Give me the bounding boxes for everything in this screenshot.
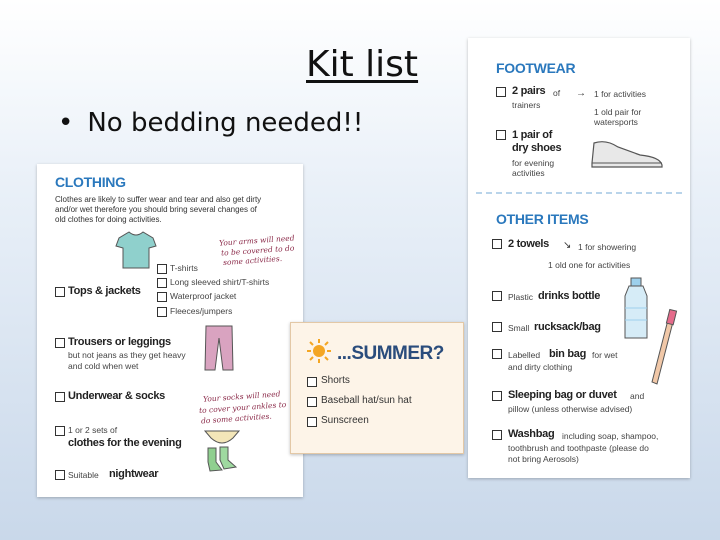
bin-bag-label: bin bag [549,348,587,360]
socks-note-3: do some activities. [200,411,273,426]
long-sleeved-checkbox[interactable] [157,278,167,288]
slide-title: Kit list [306,44,419,85]
trainers-checkbox[interactable] [496,87,506,97]
bin-bag-pre: Labelled [508,350,541,360]
socks-note-2: to cover your ankles to [198,399,287,416]
tops-label: Tops & jackets [68,285,141,297]
sleeping-bag-checkbox[interactable] [492,391,502,401]
trainers-opt2-1: 1 old pair for [594,107,642,117]
clothing-intro-1: Clothes are likely to suffer wear and tear and also get dirty [55,195,262,204]
toothbrush-icon [648,308,678,388]
socks-icon [205,446,239,474]
dry-shoes-label-1: 1 pair of [512,129,553,141]
nightwear-checkbox[interactable] [55,470,65,480]
towels-opt2: 1 old one for activities [548,260,631,270]
arms-note-3: some activities. [222,253,283,268]
towels-opt1: 1 for showering [578,242,637,252]
bin-bag-checkbox[interactable] [492,349,502,359]
arrow-icon: ↘ [563,240,572,251]
rucksack-pre: Small [508,323,530,333]
sun-icon [307,339,331,363]
washbag-sub-2: not bring Aerosols) [508,454,579,464]
underwear-icon [203,428,241,448]
clothing-card [37,164,303,497]
drinks-bottle-checkbox[interactable] [492,291,502,301]
nightwear-pre: Suitable [68,470,99,480]
dry-shoes-checkbox[interactable] [496,130,506,140]
long-sleeved-label: Long sleeved shirt/T-shirts [170,277,270,287]
evening-clothes-checkbox[interactable] [55,426,65,436]
hat-checkbox[interactable] [307,397,317,407]
dry-shoes-sub-2: activities [512,168,545,178]
arrow-icon: → [576,88,586,99]
tops-checkbox[interactable] [55,287,65,297]
bullet-text: No bedding needed!! [87,108,364,138]
socks-note-1: Your socks will need [202,389,281,404]
shorts-checkbox[interactable] [307,377,317,387]
trousers-sub-2: and cold when wet [68,361,139,371]
tshirt-icon [115,230,157,270]
other-heading: OTHER ITEMS [496,211,589,227]
drinks-bottle-label: drinks bottle [538,290,601,302]
rucksack-checkbox[interactable] [492,322,502,332]
nightwear-label: nightwear [109,468,159,480]
evening-pre: 1 or 2 sets of [68,425,118,435]
evening-label: clothes for the evening [68,437,182,449]
footwear-heading: FOOTWEAR [496,60,576,76]
towels-checkbox[interactable] [492,239,502,249]
sleeping-bag-post: and [630,391,645,401]
trousers-icon [203,324,235,372]
sleeping-bag-label: Sleeping bag or duvet [508,389,617,401]
tshirts-checkbox[interactable] [157,264,167,274]
arms-note-2: to be covered to do [220,243,295,258]
clothing-intro-3: old clothes for doing activities. [55,215,162,224]
fleeces-checkbox[interactable] [157,307,167,317]
trousers-sub-1: but not jeans as they get heavy [68,350,186,360]
underwear-label: Underwear & socks [68,390,165,402]
shoe-icon [588,135,666,171]
towels-label: 2 towels [508,238,550,250]
clothing-heading: CLOTHING [55,174,126,190]
fleeces-label: Fleeces/jumpers [170,306,233,316]
trousers-checkbox[interactable] [55,338,65,348]
dry-shoes-sub-1: for evening [512,158,555,168]
washbag-post: including soap, shampoo, [562,431,659,441]
trainers-opt1: 1 for activities [594,89,646,99]
trainers-label: 2 pairs [512,85,546,97]
sleeping-bag-sub: pillow (unless otherwise advised) [508,404,633,414]
footwear-other-card [468,38,690,478]
washbag-label: Washbag [508,428,555,440]
clothing-intro-2: and/or wet therefore you should bring several changes of [55,205,257,214]
sunscreen-label: Sunscreen [321,415,369,426]
drinks-bottle-pre: Plastic [508,292,534,302]
bullet-point [58,108,363,138]
bottle-icon [622,276,650,342]
washbag-sub-1: toothbrush and toothpaste (please do [508,443,649,453]
waterproof-label: Waterproof jacket [170,291,237,301]
hat-label: Baseball hat/sun hat [321,395,412,406]
underwear-checkbox[interactable] [55,392,65,402]
waterproof-checkbox[interactable] [157,292,167,302]
washbag-checkbox[interactable] [492,430,502,440]
bin-bag-sub: and dirty clothing [508,362,573,372]
trousers-label: Trousers or leggings [68,336,171,348]
rucksack-label: rucksack/bag [534,321,601,333]
section-divider [476,192,682,194]
trainers-sub: trainers [512,100,541,110]
dry-shoes-label-2: dry shoes [512,142,562,154]
summer-card [290,322,464,454]
arms-note-1: Your arms will need [218,233,295,248]
trainers-of: of [553,88,561,98]
trainers-opt2-2: watersports [594,117,638,127]
bullet-dot: • [58,108,74,138]
bin-bag-post: for wet [592,350,618,360]
summer-title: ...SUMMER? [337,343,444,364]
sunscreen-checkbox[interactable] [307,417,317,427]
shorts-label: Shorts [321,375,350,386]
tshirts-label: T-shirts [170,263,198,273]
